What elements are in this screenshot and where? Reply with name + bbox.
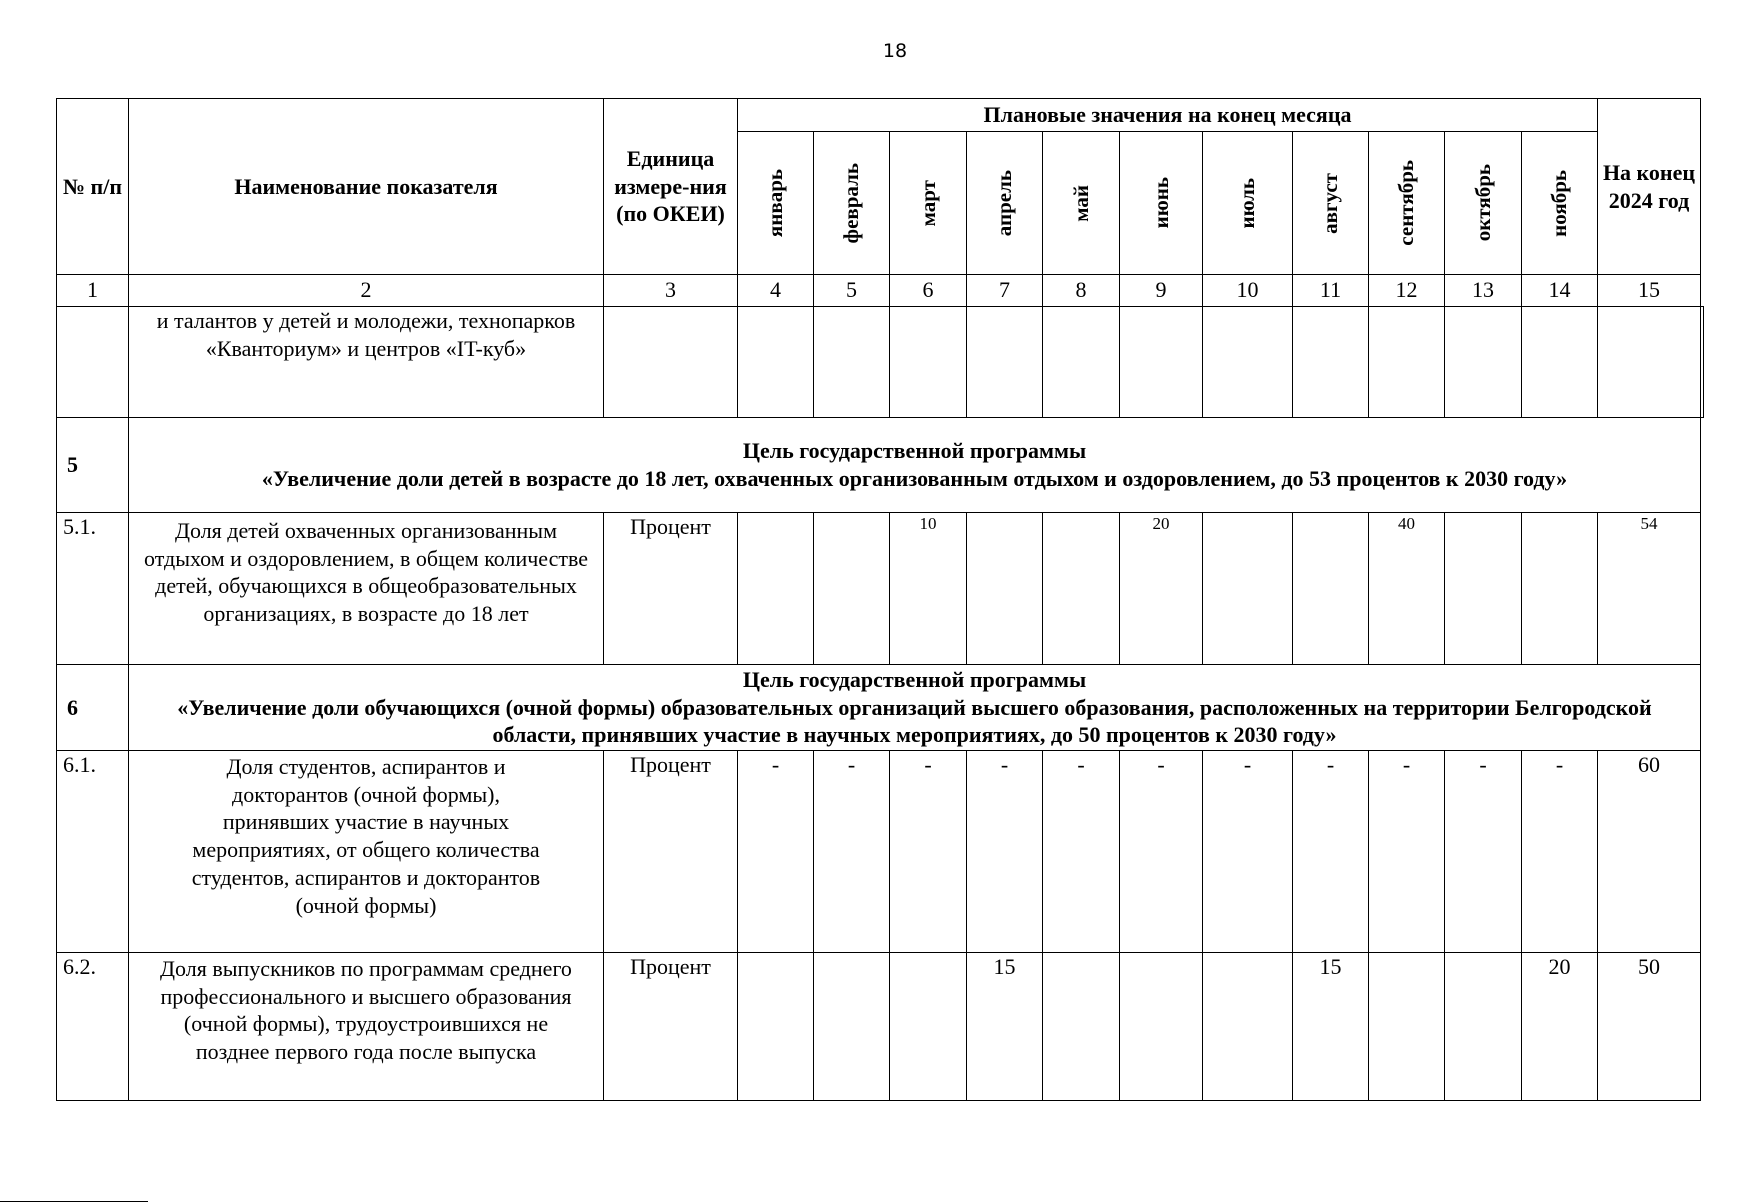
header-month <box>1043 132 1120 275</box>
value-cell <box>1120 953 1203 1101</box>
goal-6-text: «Увеличение доли обучающихся (очной формы) образовательных организаций высшего образования, расположенных на территории Белгородской области, принявших участие в научных мероприятиях, до 50 процентов к 2030 году» <box>177 694 1652 748</box>
cell-empty <box>1203 307 1293 418</box>
column-number: 4 <box>738 275 814 307</box>
column-number: 12 <box>1369 275 1445 307</box>
value-cell <box>1043 513 1120 665</box>
column-number: 2 <box>129 275 604 307</box>
month-label: апрель <box>992 169 1016 237</box>
goal-6-row <box>57 665 1704 751</box>
column-number: 8 <box>1043 275 1120 307</box>
header-plan-group: Плановые значения на конец месяца <box>738 99 1598 132</box>
row-5-1-name: Доля детей охваченных организованным отдыхом и оздоровлением, в общем количестве детей, обучающихся в общеобразовательных организациях, в возрасте до 18 лет <box>129 513 604 665</box>
goal-5-text: «Увеличение доли детей в возрасте до 18 лет, охваченных организованным отдыхом и оздоровлением, до 53 процентов к 2030 году» <box>261 466 1568 491</box>
column-number: 11 <box>1293 275 1369 307</box>
value-cell <box>1293 513 1369 665</box>
value-cell: - <box>738 751 814 953</box>
value-cell <box>1203 513 1293 665</box>
column-number: 5 <box>814 275 890 307</box>
cell-empty <box>1369 307 1445 418</box>
header-month <box>1369 132 1445 275</box>
goal-6-cell <box>129 665 1701 751</box>
header-no: № п/п <box>57 99 129 275</box>
column-number: 10 <box>1203 275 1293 307</box>
value-cell <box>967 513 1043 665</box>
value-cell: 40 <box>1369 513 1445 665</box>
value-cell <box>1043 953 1120 1101</box>
row-6-1-name: Доля студентов, аспирантов и докторантов (очной формы), принявших участие в научных мероприятиях, от общего количества студентов, аспирантов и докторантов (очной формы) <box>129 751 604 953</box>
cell-empty <box>967 307 1043 418</box>
value-cell <box>1522 513 1598 665</box>
cell-empty <box>1043 307 1120 418</box>
column-number: 7 <box>967 275 1043 307</box>
header-month <box>1120 132 1203 275</box>
cell-empty <box>890 307 967 418</box>
value-cell <box>1445 953 1522 1101</box>
month-label: июль <box>1235 177 1259 229</box>
cell-empty <box>814 307 890 418</box>
header-year-end: На конец 2024 год <box>1598 99 1701 275</box>
cell-empty <box>1701 307 1704 418</box>
row-6-2 <box>57 953 1704 1101</box>
row-6-2-number: 6.2. <box>57 953 129 1101</box>
month-label: октябрь <box>1470 164 1495 242</box>
value-cell <box>814 953 890 1101</box>
row-6-1-year-end: 60 <box>1598 751 1701 953</box>
row-6-1-number: 6.1. <box>57 751 129 953</box>
month-label: август <box>1318 172 1342 234</box>
goal-5-row <box>57 418 1704 513</box>
value-cell: 20 <box>1120 513 1203 665</box>
header-month <box>1445 132 1522 275</box>
header-month <box>1203 132 1293 275</box>
column-number: 3 <box>604 275 738 307</box>
page-number: 18 <box>882 40 908 62</box>
header-unit: Единица измере-ния (по ОКЕИ) <box>604 99 738 275</box>
goal-6-number: 6 <box>57 665 129 751</box>
row-5-1 <box>57 513 1704 665</box>
cell-empty <box>57 307 129 418</box>
goal-5-number: 5 <box>57 418 129 513</box>
value-cell: - <box>1445 751 1522 953</box>
header-month <box>1293 132 1369 275</box>
row-6-2-unit: Процент <box>604 953 738 1101</box>
value-cell <box>1369 953 1445 1101</box>
header-month <box>890 132 967 275</box>
header-name: Наименование показателя <box>129 99 604 275</box>
value-cell: 10 <box>890 513 967 665</box>
value-cell: - <box>1522 751 1598 953</box>
cell-empty <box>1445 307 1522 418</box>
value-cell: - <box>1293 751 1369 953</box>
header-row-1 <box>57 99 1704 132</box>
column-number: 15 <box>1598 275 1701 307</box>
header-month <box>967 132 1043 275</box>
value-cell <box>738 513 814 665</box>
column-number: 14 <box>1522 275 1598 307</box>
value-cell: - <box>1369 751 1445 953</box>
indicator-table <box>56 98 1704 1101</box>
row-6-2-name: Доля выпускников по программам среднего профессионального и высшего образования (очной формы), трудоустроившихся не позднее первого года после выпуска <box>129 953 604 1101</box>
row-5-1-year-end: 54 <box>1598 513 1701 665</box>
column-number: 1 <box>57 275 129 307</box>
value-cell: 20 <box>1522 953 1598 1101</box>
cell-empty <box>738 307 814 418</box>
row-5-1-unit: Процент <box>604 513 738 665</box>
row-6-2-year-end: 50 <box>1598 953 1701 1101</box>
value-cell: - <box>1203 751 1293 953</box>
cell-empty <box>604 307 738 418</box>
value-cell: - <box>967 751 1043 953</box>
header-month <box>738 132 814 275</box>
month-label: май <box>1068 184 1093 222</box>
month-label: февраль <box>839 162 863 244</box>
column-number: 13 <box>1445 275 1522 307</box>
value-cell: - <box>1043 751 1120 953</box>
header-month <box>814 132 890 275</box>
goal-6-title: Цель государственной программы <box>742 666 1087 692</box>
value-cell <box>1203 953 1293 1101</box>
column-number: 9 <box>1120 275 1203 307</box>
month-label: июнь <box>1148 177 1173 229</box>
row-5-1-number: 5.1. <box>57 513 129 665</box>
cell-empty <box>1598 307 1701 418</box>
month-label: март <box>915 179 940 227</box>
value-cell <box>814 513 890 665</box>
month-label: январь <box>763 168 787 238</box>
value-cell <box>1445 513 1522 665</box>
cell-empty <box>1522 307 1598 418</box>
value-cell: - <box>890 751 967 953</box>
cell-empty <box>1120 307 1203 418</box>
cell-empty <box>1293 307 1369 418</box>
value-cell: 15 <box>967 953 1043 1101</box>
month-label: сентябрь <box>1394 160 1418 246</box>
header-month <box>1522 132 1598 275</box>
value-cell: - <box>814 751 890 953</box>
goal-5-title: Цель государственной программы <box>742 438 1087 464</box>
value-cell: - <box>1120 751 1203 953</box>
row-6-1 <box>57 751 1704 953</box>
column-number: 6 <box>890 275 967 307</box>
continuation-row <box>57 307 1704 418</box>
continuation-name: и талантов у детей и молодежи, технопарков «Кванториум» и центров «IT-куб» <box>129 307 604 418</box>
row-6-1-unit: Процент <box>604 751 738 953</box>
value-cell <box>890 953 967 1101</box>
month-label: ноябрь <box>1547 169 1571 237</box>
column-number-row <box>57 275 1704 307</box>
value-cell <box>738 953 814 1101</box>
value-cell: 15 <box>1293 953 1369 1101</box>
goal-5-cell <box>129 418 1701 513</box>
